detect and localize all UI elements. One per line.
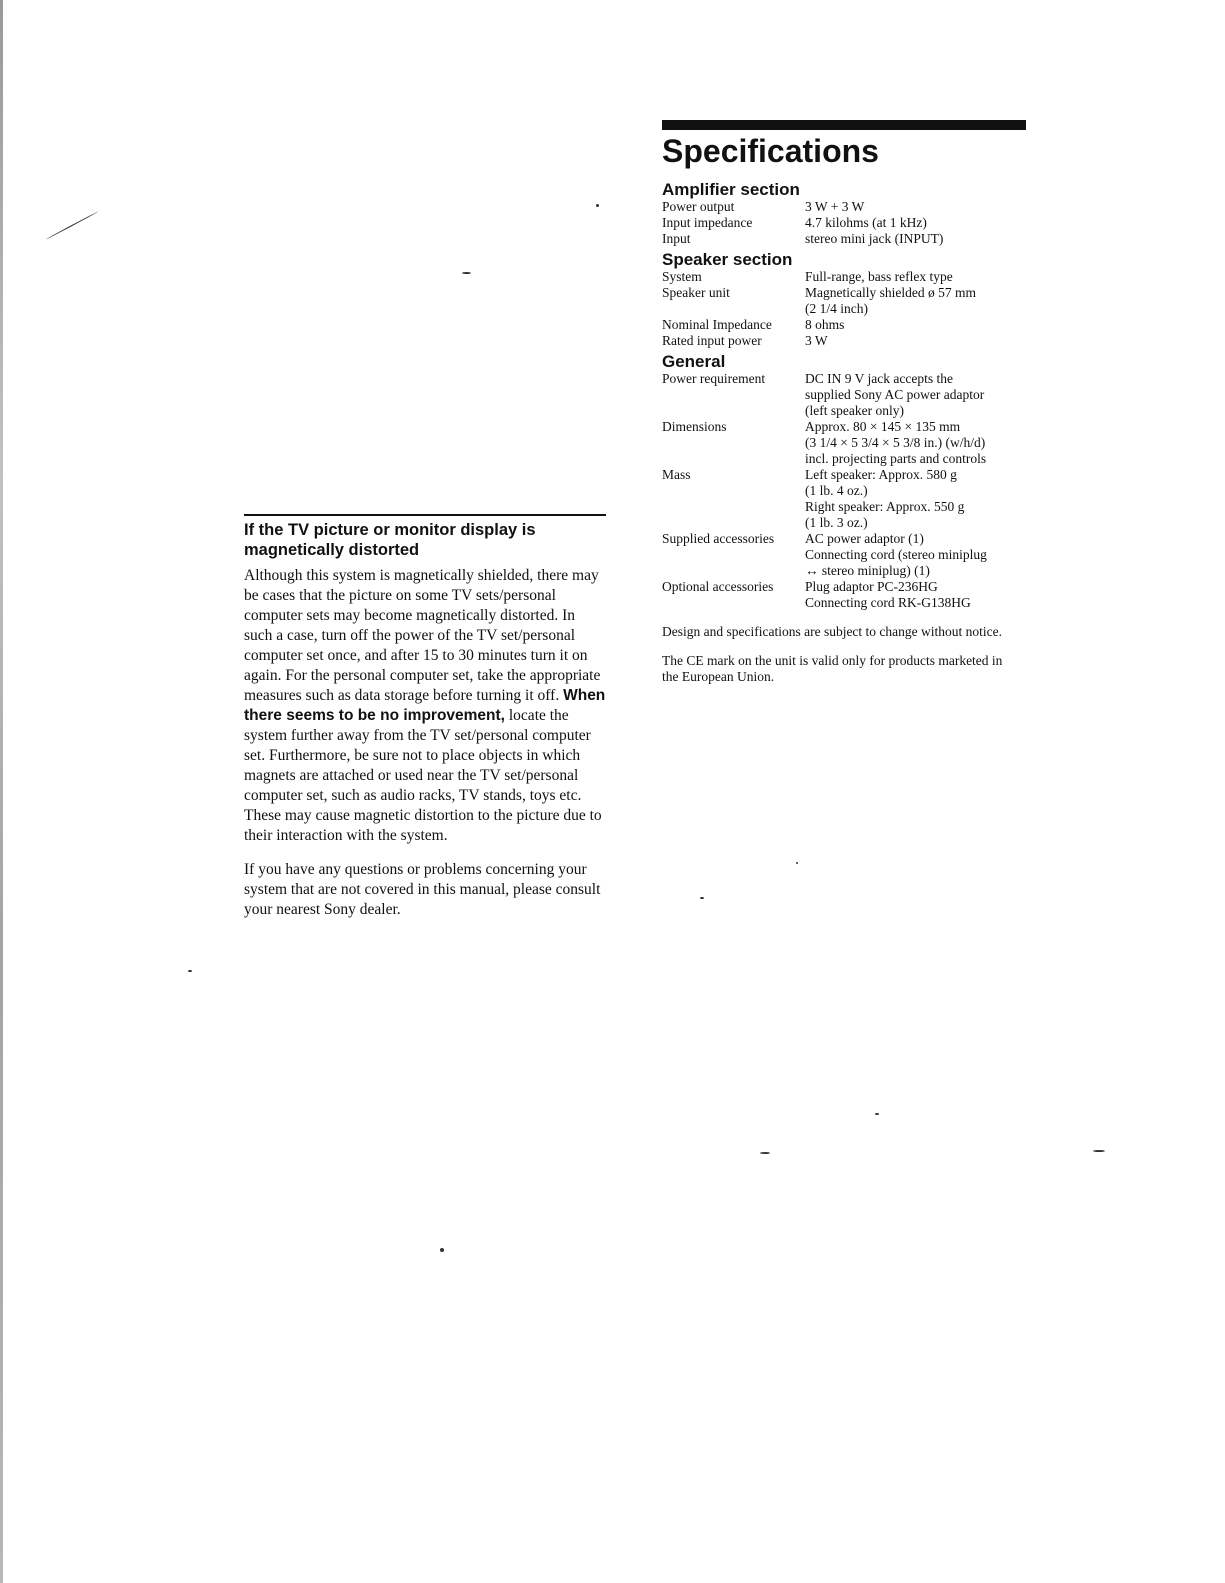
spec-value-line: 4.7 kilohms (at 1 kHz) — [805, 215, 927, 230]
spec-label: Nominal Impedance — [662, 317, 772, 332]
spec-row — [662, 199, 1026, 215]
spec-value — [805, 371, 1026, 419]
section-heading: If the TV picture or monitor display is magnetically distorted — [244, 521, 536, 559]
scan-speck — [440, 1248, 444, 1252]
spec-value-line: (2 1/4 inch) — [805, 301, 868, 316]
spec-row — [662, 215, 1026, 231]
spec-row — [662, 579, 1026, 611]
spec-value-line: Plug adaptor PC-236HG — [805, 579, 938, 594]
spec-section-heading: General — [662, 352, 726, 371]
paragraph-text: locate the system further away from the TV set/personal computer set. Furthermore, be sure not to place objects in which magnets are attached or used near the TV set/personal computer set, such as audio racks, TV stands, toys etc. These may cause magnetic distortion to the picture due to their interaction with the system. — [244, 707, 602, 844]
spec-row — [662, 317, 1026, 333]
scan-speck — [760, 1152, 770, 1154]
spec-value — [805, 285, 1026, 317]
spec-label: Rated input power — [662, 333, 762, 348]
spec-value — [805, 467, 1026, 531]
scan-speck — [45, 211, 98, 240]
spec-value-line: ↔ stereo miniplug) (1) — [805, 563, 930, 578]
paragraph-emphasis: When there seems to be no improvement, — [244, 687, 606, 724]
page-title: Specifications — [662, 133, 879, 169]
spec-value-line: (1 lb. 3 oz.) — [805, 515, 868, 530]
spec-label: Optional accessories — [662, 579, 774, 594]
spec-label: Mass — [662, 467, 691, 482]
spec-section-heading: Amplifier section — [662, 180, 800, 199]
spec-row — [662, 531, 1026, 579]
spec-value-line: DC IN 9 V jack accepts the — [805, 371, 953, 386]
spec-value-line: Magnetically shielded ø 57 mm — [805, 285, 976, 300]
specifications-column — [662, 120, 1026, 685]
spec-row — [662, 285, 1026, 317]
spec-value-line: 8 ohms — [805, 317, 845, 332]
spec-value-line: 3 W — [805, 333, 828, 348]
spec-value — [805, 419, 1026, 467]
spec-table — [662, 371, 1026, 611]
spec-table — [662, 199, 1026, 247]
spec-value-line: (3 1/4 × 5 3/4 × 5 3/8 in.) (w/h/d) — [805, 435, 986, 450]
spec-row — [662, 467, 1026, 531]
spec-section-heading: Speaker section — [662, 250, 793, 269]
spec-row — [662, 231, 1026, 247]
spec-value — [805, 215, 1026, 231]
spec-label: System — [662, 269, 702, 284]
section-paragraph-1 — [244, 566, 606, 846]
spec-value-line: Connecting cord RK-G138HG — [805, 595, 971, 610]
spec-label: Input — [662, 231, 691, 246]
spec-value-line: (left speaker only) — [805, 403, 904, 418]
scan-speck — [596, 204, 599, 207]
spec-value-line: Connecting cord (stereo miniplug — [805, 547, 987, 562]
change-notice: Design and specifications are subject to change without notice. — [662, 624, 1003, 639]
section-paragraph-2: If you have any questions or problems concerning your system that are not covered in this manual, please consult your nearest Sony dealer. — [244, 861, 601, 918]
spec-value-line: 3 W + 3 W — [805, 199, 865, 214]
spec-row — [662, 371, 1026, 419]
spec-label: Speaker unit — [662, 285, 730, 300]
spec-value — [805, 231, 1026, 247]
spec-value — [805, 199, 1026, 215]
spec-value-line: supplied Sony AC power adaptor — [805, 387, 985, 402]
spec-row — [662, 419, 1026, 467]
paragraph-text: Although this system is magnetically shielded, there may be cases that the picture on some TV sets/personal computer sets may become magnetically distorted. In such a case, turn off the power of the TV set/personal computer set once, and after 15 to 30 minutes turn it on again. For the personal computer set, take the appropriate measures such as data storage before turning it off. — [244, 567, 601, 704]
spec-row — [662, 269, 1026, 285]
section-rule — [244, 514, 606, 516]
spec-value-line: Full-range, bass reflex type — [805, 269, 953, 284]
spec-value-line: AC power adaptor (1) — [805, 531, 924, 546]
spec-sections — [662, 180, 1026, 611]
spec-value-line: Left speaker: Approx. 580 g — [805, 467, 957, 482]
spec-row — [662, 333, 1026, 349]
spec-value — [805, 579, 1026, 611]
spec-value — [805, 531, 1026, 579]
scan-speck — [462, 272, 471, 274]
scan-speck — [700, 897, 704, 899]
spec-value — [805, 269, 1026, 285]
spec-label: Power output — [662, 199, 735, 214]
scan-speck — [875, 1113, 879, 1115]
ce-mark-notice: The CE mark on the unit is valid only for products marketed in the European Union. — [662, 653, 1003, 684]
scan-speck — [1093, 1150, 1105, 1152]
spec-value — [805, 333, 1026, 349]
magnetic-distortion-section — [244, 514, 606, 934]
spec-value-line: incl. projecting parts and controls — [805, 451, 987, 466]
spec-value-line: (1 lb. 4 oz.) — [805, 483, 868, 498]
spec-value-line: stereo mini jack (INPUT) — [805, 231, 944, 246]
spec-label: Power requirement — [662, 371, 766, 386]
spec-label: Supplied accessories — [662, 531, 775, 546]
title-rule — [662, 120, 1026, 130]
spec-value — [805, 317, 1026, 333]
scan-speck — [796, 862, 798, 864]
spec-value-line: Approx. 80 × 145 × 135 mm — [805, 419, 961, 434]
spec-value-line: Right speaker: Approx. 550 g — [805, 499, 965, 514]
spec-label: Dimensions — [662, 419, 727, 434]
spec-table — [662, 269, 1026, 349]
scan-speck — [188, 970, 192, 972]
scan-page-edge — [0, 0, 3, 1583]
spec-label: Input impedance — [662, 215, 753, 230]
